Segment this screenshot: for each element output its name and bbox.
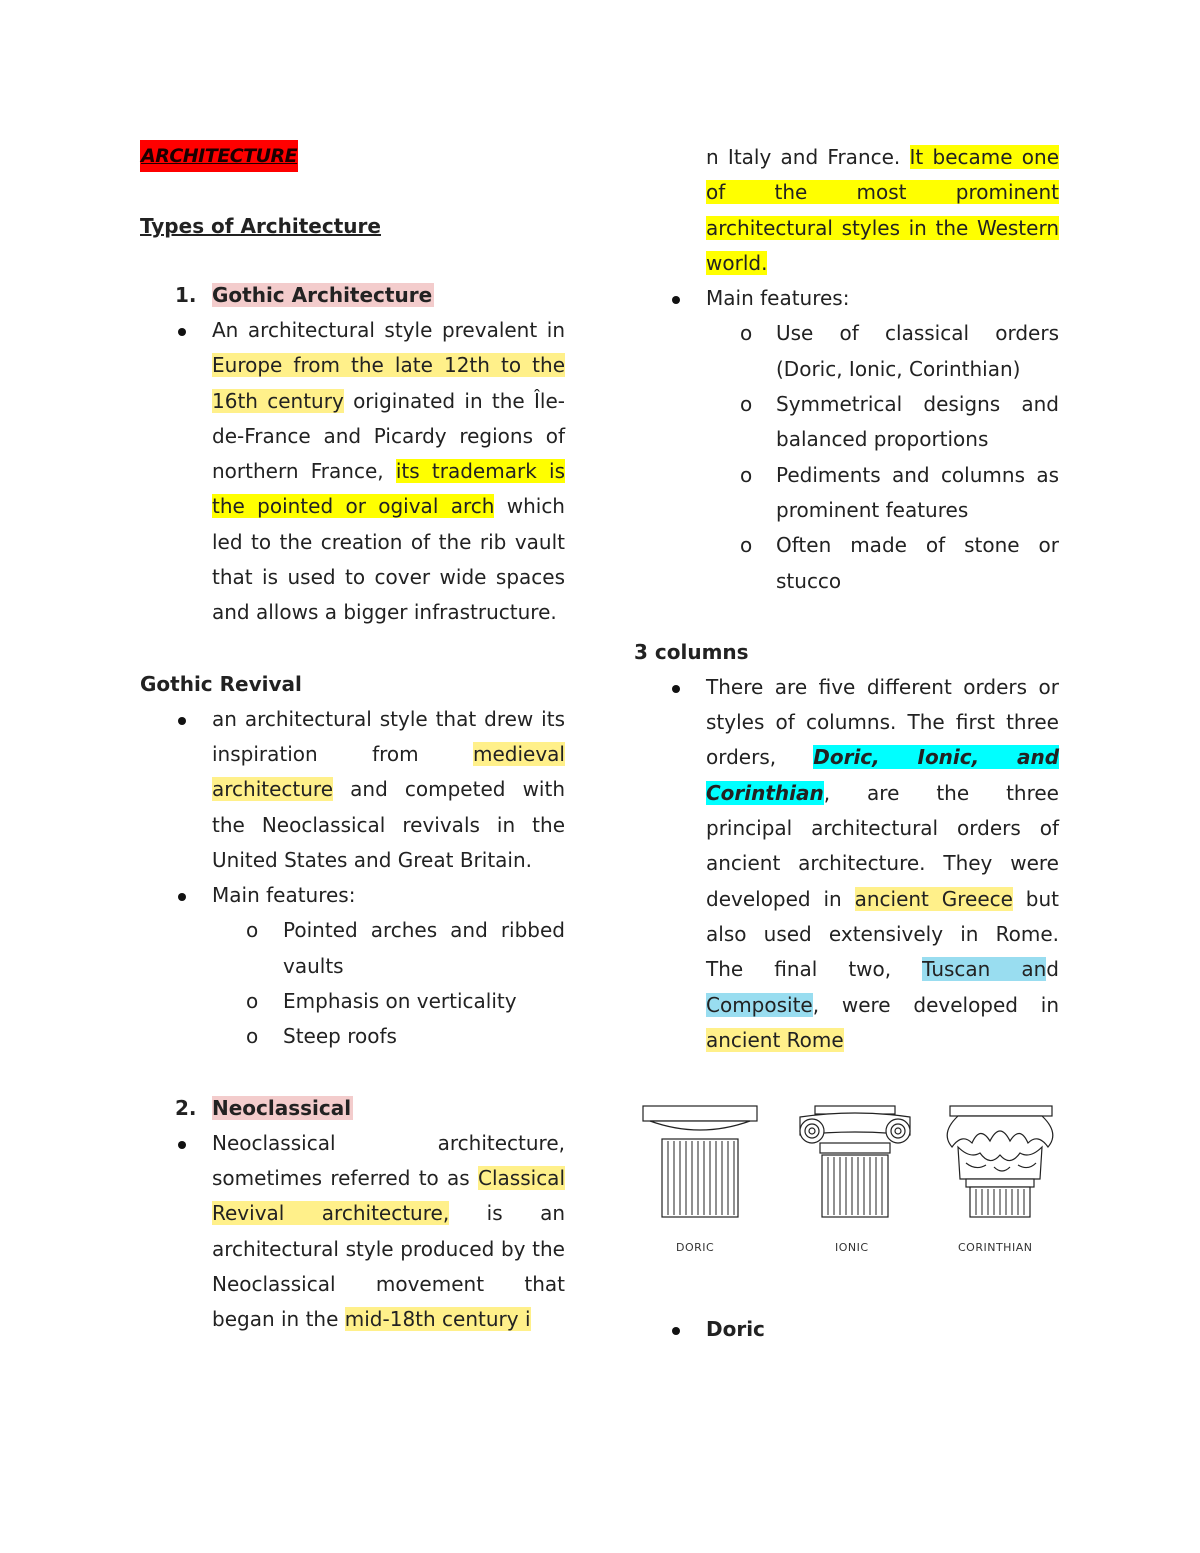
doric-bullet: Doric: [634, 1312, 1131, 1347]
list-item: o Steep roofs: [246, 1024, 397, 1049]
list-item: o Use of classical orders (Doric, Ionic, Corinthian): [740, 321, 1059, 381]
page-title: ARCHITECTURE: [140, 140, 565, 172]
bullet-icon: [672, 296, 680, 304]
gothic-revival-features-label: Main features:: [140, 878, 565, 913]
neoclassical-description: Neoclassical architecture, sometimes referred to as Classical Revival architecture, is an architectural style produced by the Neoclassical movement that began in the mid-18th century i: [140, 1126, 565, 1338]
doric-column-icon: [643, 1106, 757, 1217]
ionic-column-icon: [800, 1106, 910, 1217]
bullet-icon: [178, 1141, 186, 1149]
list-item: o Pointed arches and ribbed vaults: [246, 918, 565, 978]
bullet-icon: [672, 1327, 680, 1335]
gothic-revival-heading: Gothic Revival: [140, 671, 302, 696]
column-orders-image: [640, 1103, 1060, 1263]
right-column: [634, 140, 1059, 1058]
list-item: o Symmetrical designs and balanced proportions: [740, 392, 1059, 452]
gothic-heading: 1. Gothic Architecture: [175, 283, 433, 307]
gothic-revival-description: an architectural style that drew its inspiration from medieval architecture and competed with the Neoclassical revivals in the United States and Great Britain.: [140, 702, 565, 878]
types-heading: Types of Architecture: [140, 214, 381, 238]
gothic-description: An architectural style prevalent in Europe from the late 12th to the 16th century originated in the Île-de-France and Picardy regions of northern France, its trademark is the pointed or ogival arch which led to the creation of the rib vault that is used to cover wide spaces and allows a bigger infrastructure.: [140, 313, 565, 631]
bullet-icon: [672, 685, 680, 693]
corinthian-label: CORINTHIAN: [958, 1241, 1033, 1254]
corinthian-column-icon: [947, 1106, 1053, 1217]
bullet-icon: [178, 328, 186, 336]
bullet-icon: [178, 893, 186, 901]
neoclassical-features-label: Main features:: [634, 281, 1059, 316]
bullet-icon: [178, 717, 186, 725]
columns-description: There are five different orders or styles of columns. The first three orders, Doric, Ionic, and Corinthian, are the three principal architectural orders of ancient architecture. They were developed in ancient Greece but also used extensively in Rome. The final two, Tuscan and Composite, were developed in ancient Rome: [634, 670, 1059, 1058]
neoclassical-description-continued: n Italy and France. It became one of the most prominent architectural styles in the Western world.: [706, 145, 1059, 275]
list-item: o Often made of stone or stucco: [740, 533, 1059, 593]
list-item: o Emphasis on verticality: [246, 989, 517, 1014]
ionic-label: IONIC: [835, 1241, 869, 1254]
columns-heading: 3 columns: [634, 639, 749, 664]
doric-label: DORIC: [676, 1241, 715, 1254]
left-column: [140, 140, 565, 1337]
neoclassical-heading: 2. Neoclassical: [175, 1095, 352, 1120]
list-item: o Pediments and columns as prominent features: [740, 462, 1059, 522]
